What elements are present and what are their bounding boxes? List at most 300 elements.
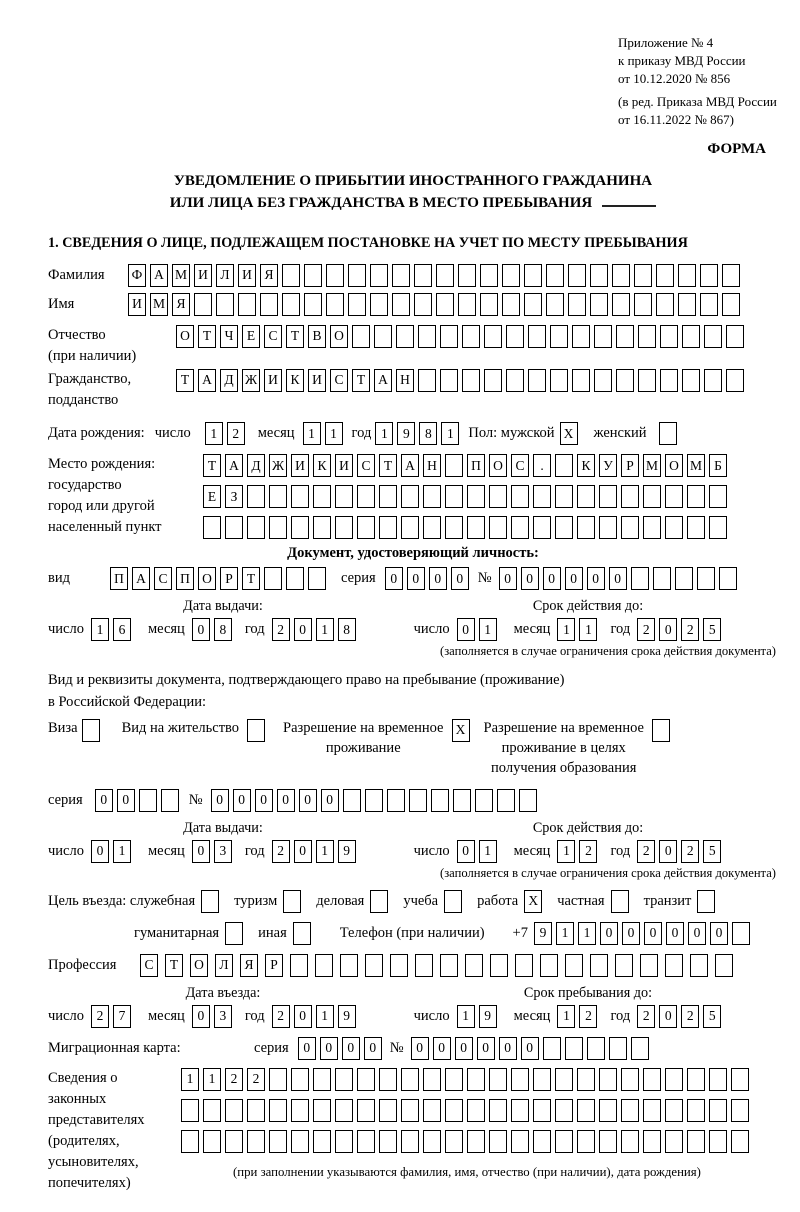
form-cell[interactable]: . xyxy=(533,454,551,477)
form-cell[interactable] xyxy=(609,1037,627,1060)
form-cell[interactable]: 2 xyxy=(272,1005,290,1028)
form-cell[interactable] xyxy=(687,1130,705,1153)
form-cell[interactable]: 1 xyxy=(479,618,497,641)
form-cell[interactable]: С xyxy=(154,567,172,590)
form-cell[interactable] xyxy=(462,369,480,392)
form-cell[interactable] xyxy=(621,1099,639,1122)
form-cell[interactable]: К xyxy=(313,454,331,477)
form-cell[interactable]: Т xyxy=(242,567,260,590)
form-cell[interactable] xyxy=(357,516,375,539)
checkbox-cell[interactable] xyxy=(225,922,243,945)
form-cell[interactable]: 2 xyxy=(681,1005,699,1028)
form-cell[interactable]: 0 xyxy=(298,1037,316,1060)
form-cell[interactable] xyxy=(313,1068,331,1091)
form-cell[interactable] xyxy=(484,325,502,348)
form-cell[interactable] xyxy=(465,954,483,977)
form-cell[interactable]: 0 xyxy=(600,922,618,945)
form-cell[interactable]: П xyxy=(110,567,128,590)
form-cell[interactable]: 0 xyxy=(320,1037,338,1060)
form-cell[interactable] xyxy=(480,264,498,287)
form-cell[interactable]: К xyxy=(286,369,304,392)
form-cell[interactable]: 0 xyxy=(451,567,469,590)
form-cell[interactable]: У xyxy=(599,454,617,477)
form-cell[interactable] xyxy=(519,789,537,812)
form-cell[interactable]: Т xyxy=(203,454,221,477)
form-cell[interactable]: 0 xyxy=(429,567,447,590)
form-cell[interactable] xyxy=(335,485,353,508)
form-cell[interactable]: С xyxy=(511,454,529,477)
form-cell[interactable]: А xyxy=(150,264,168,287)
form-cell[interactable] xyxy=(304,293,322,316)
form-cell[interactable]: Ж xyxy=(269,454,287,477)
form-cell[interactable]: 8 xyxy=(214,618,232,641)
form-cell[interactable]: Т xyxy=(379,454,397,477)
form-cell[interactable]: Д xyxy=(220,369,238,392)
form-cell[interactable] xyxy=(612,264,630,287)
form-cell[interactable] xyxy=(379,1068,397,1091)
form-cell[interactable] xyxy=(665,1130,683,1153)
form-cell[interactable] xyxy=(555,1130,573,1153)
form-cell[interactable]: 0 xyxy=(477,1037,495,1060)
form-cell[interactable]: 1 xyxy=(181,1068,199,1091)
form-cell[interactable] xyxy=(565,954,583,977)
form-cell[interactable]: Д xyxy=(247,454,265,477)
form-cell[interactable] xyxy=(269,1099,287,1122)
form-cell[interactable] xyxy=(634,293,652,316)
form-cell[interactable] xyxy=(401,485,419,508)
form-cell[interactable]: 0 xyxy=(499,1037,517,1060)
form-cell[interactable]: 0 xyxy=(294,1005,312,1028)
form-cell[interactable] xyxy=(335,1130,353,1153)
form-cell[interactable] xyxy=(678,264,696,287)
form-cell[interactable] xyxy=(546,293,564,316)
checkbox-cell[interactable] xyxy=(659,422,677,445)
form-cell[interactable]: Р xyxy=(621,454,639,477)
form-cell[interactable] xyxy=(675,567,693,590)
form-cell[interactable]: И xyxy=(264,369,282,392)
form-cell[interactable]: 0 xyxy=(659,618,677,641)
form-cell[interactable] xyxy=(445,485,463,508)
form-cell[interactable] xyxy=(506,369,524,392)
form-cell[interactable] xyxy=(533,1068,551,1091)
form-cell[interactable] xyxy=(643,1130,661,1153)
form-cell[interactable] xyxy=(631,567,649,590)
form-cell[interactable] xyxy=(533,485,551,508)
form-cell[interactable]: 0 xyxy=(565,567,583,590)
form-cell[interactable] xyxy=(643,1099,661,1122)
form-cell[interactable] xyxy=(304,264,322,287)
form-cell[interactable]: И xyxy=(194,264,212,287)
form-cell[interactable]: С xyxy=(330,369,348,392)
form-cell[interactable]: И xyxy=(335,454,353,477)
form-cell[interactable] xyxy=(511,1068,529,1091)
form-cell[interactable] xyxy=(445,454,463,477)
form-cell[interactable] xyxy=(489,516,507,539)
form-cell[interactable]: 0 xyxy=(666,922,684,945)
form-cell[interactable] xyxy=(533,1130,551,1153)
form-cell[interactable] xyxy=(726,325,744,348)
form-cell[interactable] xyxy=(722,264,740,287)
form-cell[interactable] xyxy=(203,1130,221,1153)
form-cell[interactable]: 2 xyxy=(681,618,699,641)
form-cell[interactable] xyxy=(497,789,515,812)
form-cell[interactable]: 2 xyxy=(637,840,655,863)
form-cell[interactable] xyxy=(660,369,678,392)
form-cell[interactable]: С xyxy=(140,954,158,977)
form-cell[interactable] xyxy=(357,1130,375,1153)
form-cell[interactable] xyxy=(445,1068,463,1091)
form-cell[interactable] xyxy=(599,1130,617,1153)
form-cell[interactable] xyxy=(282,264,300,287)
form-cell[interactable]: 0 xyxy=(117,789,135,812)
form-cell[interactable]: А xyxy=(132,567,150,590)
form-cell[interactable] xyxy=(643,516,661,539)
form-cell[interactable]: 3 xyxy=(214,840,232,863)
form-cell[interactable] xyxy=(335,1068,353,1091)
form-cell[interactable] xyxy=(365,954,383,977)
form-cell[interactable] xyxy=(286,567,304,590)
form-cell[interactable] xyxy=(203,516,221,539)
form-cell[interactable]: 1 xyxy=(457,1005,475,1028)
form-cell[interactable]: М xyxy=(150,293,168,316)
form-cell[interactable]: Б xyxy=(709,454,727,477)
form-cell[interactable]: П xyxy=(467,454,485,477)
form-cell[interactable] xyxy=(290,954,308,977)
form-cell[interactable]: 0 xyxy=(659,1005,677,1028)
form-cell[interactable] xyxy=(467,1099,485,1122)
form-cell[interactable] xyxy=(458,264,476,287)
form-cell[interactable] xyxy=(313,516,331,539)
form-cell[interactable] xyxy=(568,293,586,316)
form-cell[interactable] xyxy=(308,567,326,590)
form-cell[interactable]: 2 xyxy=(579,1005,597,1028)
form-cell[interactable] xyxy=(194,293,212,316)
form-cell[interactable]: 0 xyxy=(321,789,339,812)
form-cell[interactable]: 2 xyxy=(247,1068,265,1091)
form-cell[interactable]: С xyxy=(264,325,282,348)
form-cell[interactable]: Р xyxy=(220,567,238,590)
form-cell[interactable] xyxy=(704,369,722,392)
form-cell[interactable] xyxy=(467,516,485,539)
form-cell[interactable] xyxy=(631,1037,649,1060)
form-cell[interactable] xyxy=(506,325,524,348)
form-cell[interactable] xyxy=(161,789,179,812)
form-cell[interactable]: 0 xyxy=(385,567,403,590)
checkbox-cell[interactable] xyxy=(247,719,265,742)
form-cell[interactable]: С xyxy=(357,454,375,477)
form-cell[interactable] xyxy=(524,264,542,287)
form-cell[interactable] xyxy=(247,1130,265,1153)
form-cell[interactable] xyxy=(599,485,617,508)
form-cell[interactable]: 0 xyxy=(659,840,677,863)
form-cell[interactable] xyxy=(599,1068,617,1091)
form-cell[interactable]: З xyxy=(225,485,243,508)
form-cell[interactable] xyxy=(555,454,573,477)
form-cell[interactable]: И xyxy=(291,454,309,477)
form-cell[interactable] xyxy=(528,325,546,348)
form-cell[interactable] xyxy=(572,325,590,348)
form-cell[interactable] xyxy=(722,293,740,316)
form-cell[interactable] xyxy=(599,1099,617,1122)
form-cell[interactable] xyxy=(590,264,608,287)
form-cell[interactable]: Л xyxy=(216,264,234,287)
form-cell[interactable] xyxy=(726,369,744,392)
form-cell[interactable]: 8 xyxy=(419,422,437,445)
form-cell[interactable]: Ф xyxy=(128,264,146,287)
form-cell[interactable]: О xyxy=(665,454,683,477)
form-cell[interactable] xyxy=(181,1130,199,1153)
form-cell[interactable]: 0 xyxy=(95,789,113,812)
form-cell[interactable] xyxy=(687,1099,705,1122)
form-cell[interactable] xyxy=(458,293,476,316)
form-cell[interactable] xyxy=(467,1130,485,1153)
form-cell[interactable] xyxy=(555,485,573,508)
form-cell[interactable] xyxy=(709,485,727,508)
form-cell[interactable] xyxy=(490,954,508,977)
form-cell[interactable]: 5 xyxy=(703,840,721,863)
form-cell[interactable] xyxy=(550,325,568,348)
form-cell[interactable]: 9 xyxy=(534,922,552,945)
form-cell[interactable] xyxy=(599,516,617,539)
form-cell[interactable] xyxy=(568,264,586,287)
form-cell[interactable]: Н xyxy=(396,369,414,392)
form-cell[interactable] xyxy=(423,1130,441,1153)
form-cell[interactable]: 1 xyxy=(203,1068,221,1091)
form-cell[interactable] xyxy=(291,1130,309,1153)
form-cell[interactable]: Е xyxy=(242,325,260,348)
form-cell[interactable] xyxy=(511,1130,529,1153)
form-cell[interactable]: В xyxy=(308,325,326,348)
form-cell[interactable] xyxy=(365,789,383,812)
form-cell[interactable] xyxy=(326,293,344,316)
form-cell[interactable] xyxy=(533,516,551,539)
form-cell[interactable] xyxy=(415,954,433,977)
form-cell[interactable] xyxy=(643,1068,661,1091)
form-cell[interactable]: 1 xyxy=(91,618,109,641)
form-cell[interactable] xyxy=(269,1130,287,1153)
form-cell[interactable]: А xyxy=(374,369,392,392)
form-cell[interactable] xyxy=(546,264,564,287)
form-cell[interactable] xyxy=(340,954,358,977)
form-cell[interactable]: 0 xyxy=(407,567,425,590)
form-cell[interactable] xyxy=(335,516,353,539)
form-cell[interactable] xyxy=(543,1037,561,1060)
form-cell[interactable]: 0 xyxy=(499,567,517,590)
checkbox-cell[interactable] xyxy=(283,890,301,913)
form-cell[interactable] xyxy=(682,325,700,348)
form-cell[interactable] xyxy=(489,1099,507,1122)
form-cell[interactable] xyxy=(352,325,370,348)
form-cell[interactable] xyxy=(555,516,573,539)
form-cell[interactable] xyxy=(409,789,427,812)
form-cell[interactable]: 2 xyxy=(681,840,699,863)
form-cell[interactable] xyxy=(348,264,366,287)
form-cell[interactable] xyxy=(638,369,656,392)
form-cell[interactable]: 1 xyxy=(375,422,393,445)
form-cell[interactable] xyxy=(390,954,408,977)
form-cell[interactable]: 2 xyxy=(227,422,245,445)
form-cell[interactable] xyxy=(379,1130,397,1153)
form-cell[interactable]: 0 xyxy=(457,840,475,863)
form-cell[interactable] xyxy=(550,369,568,392)
form-cell[interactable] xyxy=(313,485,331,508)
form-cell[interactable] xyxy=(502,293,520,316)
form-cell[interactable]: 2 xyxy=(272,618,290,641)
form-cell[interactable]: 0 xyxy=(91,840,109,863)
checkbox-cell[interactable]: X xyxy=(524,890,542,913)
form-cell[interactable]: Р xyxy=(265,954,283,977)
form-cell[interactable]: Т xyxy=(165,954,183,977)
form-cell[interactable] xyxy=(709,516,727,539)
form-cell[interactable] xyxy=(264,567,282,590)
form-cell[interactable]: Я xyxy=(260,264,278,287)
form-cell[interactable]: 0 xyxy=(455,1037,473,1060)
form-cell[interactable] xyxy=(577,516,595,539)
form-cell[interactable] xyxy=(678,293,696,316)
form-cell[interactable]: Я xyxy=(240,954,258,977)
checkbox-cell[interactable]: X xyxy=(452,719,470,742)
form-cell[interactable] xyxy=(731,1068,749,1091)
form-cell[interactable]: 0 xyxy=(521,567,539,590)
form-cell[interactable]: Т xyxy=(352,369,370,392)
form-cell[interactable] xyxy=(453,789,471,812)
form-cell[interactable]: М xyxy=(172,264,190,287)
form-cell[interactable] xyxy=(238,293,256,316)
form-cell[interactable]: 7 xyxy=(113,1005,131,1028)
form-cell[interactable]: 1 xyxy=(441,422,459,445)
form-cell[interactable]: 9 xyxy=(397,422,415,445)
form-cell[interactable]: 8 xyxy=(338,618,356,641)
form-cell[interactable] xyxy=(396,325,414,348)
form-cell[interactable] xyxy=(431,789,449,812)
form-cell[interactable]: 2 xyxy=(579,840,597,863)
form-cell[interactable] xyxy=(572,369,590,392)
form-cell[interactable] xyxy=(401,1130,419,1153)
form-cell[interactable] xyxy=(709,1099,727,1122)
form-cell[interactable]: 5 xyxy=(703,618,721,641)
form-cell[interactable]: 0 xyxy=(192,618,210,641)
form-cell[interactable] xyxy=(357,485,375,508)
form-cell[interactable] xyxy=(621,516,639,539)
form-cell[interactable]: 5 xyxy=(703,1005,721,1028)
checkbox-cell[interactable] xyxy=(611,890,629,913)
form-cell[interactable]: 0 xyxy=(543,567,561,590)
form-cell[interactable] xyxy=(555,1099,573,1122)
checkbox-cell[interactable] xyxy=(293,922,311,945)
form-cell[interactable] xyxy=(511,1099,529,1122)
checkbox-cell[interactable] xyxy=(201,890,219,913)
form-cell[interactable] xyxy=(587,1037,605,1060)
form-cell[interactable] xyxy=(643,485,661,508)
form-cell[interactable]: 0 xyxy=(609,567,627,590)
form-cell[interactable]: 1 xyxy=(113,840,131,863)
form-cell[interactable]: Т xyxy=(286,325,304,348)
form-cell[interactable] xyxy=(555,1068,573,1091)
form-cell[interactable] xyxy=(313,1099,331,1122)
form-cell[interactable] xyxy=(326,264,344,287)
form-cell[interactable] xyxy=(577,1068,595,1091)
form-cell[interactable] xyxy=(656,293,674,316)
form-cell[interactable]: К xyxy=(577,454,595,477)
form-cell[interactable]: 2 xyxy=(225,1068,243,1091)
form-cell[interactable]: 0 xyxy=(294,618,312,641)
form-cell[interactable]: 0 xyxy=(587,567,605,590)
form-cell[interactable] xyxy=(423,1068,441,1091)
form-cell[interactable] xyxy=(392,293,410,316)
form-cell[interactable]: 2 xyxy=(637,1005,655,1028)
form-cell[interactable] xyxy=(640,954,658,977)
form-cell[interactable] xyxy=(357,1068,375,1091)
form-cell[interactable]: Ч xyxy=(220,325,238,348)
form-cell[interactable] xyxy=(247,1099,265,1122)
form-cell[interactable] xyxy=(467,485,485,508)
form-cell[interactable] xyxy=(445,516,463,539)
form-cell[interactable] xyxy=(594,325,612,348)
form-cell[interactable] xyxy=(313,1130,331,1153)
form-cell[interactable] xyxy=(440,954,458,977)
form-cell[interactable]: 1 xyxy=(579,618,597,641)
form-cell[interactable] xyxy=(594,369,612,392)
form-cell[interactable] xyxy=(511,516,529,539)
form-cell[interactable]: О xyxy=(176,325,194,348)
form-cell[interactable] xyxy=(489,485,507,508)
form-cell[interactable] xyxy=(665,954,683,977)
form-cell[interactable]: 2 xyxy=(272,840,290,863)
form-cell[interactable] xyxy=(387,789,405,812)
form-cell[interactable] xyxy=(480,293,498,316)
form-cell[interactable] xyxy=(665,485,683,508)
form-cell[interactable] xyxy=(577,1130,595,1153)
form-cell[interactable] xyxy=(445,1130,463,1153)
checkbox-cell[interactable] xyxy=(652,719,670,742)
form-cell[interactable] xyxy=(700,293,718,316)
form-cell[interactable]: 1 xyxy=(557,618,575,641)
form-cell[interactable]: О xyxy=(198,567,216,590)
form-cell[interactable]: 2 xyxy=(91,1005,109,1028)
form-cell[interactable] xyxy=(291,1068,309,1091)
form-cell[interactable] xyxy=(282,293,300,316)
form-cell[interactable] xyxy=(475,789,493,812)
form-cell[interactable]: Я xyxy=(172,293,190,316)
form-cell[interactable] xyxy=(291,485,309,508)
form-cell[interactable]: 0 xyxy=(192,1005,210,1028)
form-cell[interactable] xyxy=(616,325,634,348)
form-cell[interactable] xyxy=(445,1099,463,1122)
checkbox-cell[interactable] xyxy=(444,890,462,913)
form-cell[interactable] xyxy=(565,1037,583,1060)
form-cell[interactable] xyxy=(423,485,441,508)
form-cell[interactable] xyxy=(690,954,708,977)
form-cell[interactable] xyxy=(704,325,722,348)
form-cell[interactable] xyxy=(401,1068,419,1091)
form-cell[interactable]: Е xyxy=(203,485,221,508)
form-cell[interactable]: 0 xyxy=(277,789,295,812)
form-cell[interactable] xyxy=(440,369,458,392)
form-cell[interactable] xyxy=(247,516,265,539)
form-cell[interactable] xyxy=(436,264,454,287)
form-cell[interactable] xyxy=(225,516,243,539)
form-cell[interactable] xyxy=(374,325,392,348)
form-cell[interactable] xyxy=(515,954,533,977)
form-cell[interactable] xyxy=(621,1130,639,1153)
form-cell[interactable]: О xyxy=(489,454,507,477)
form-cell[interactable] xyxy=(436,293,454,316)
form-cell[interactable] xyxy=(634,264,652,287)
form-cell[interactable]: 1 xyxy=(205,422,223,445)
form-cell[interactable] xyxy=(615,954,633,977)
form-cell[interactable]: 0 xyxy=(299,789,317,812)
form-cell[interactable]: 6 xyxy=(113,618,131,641)
